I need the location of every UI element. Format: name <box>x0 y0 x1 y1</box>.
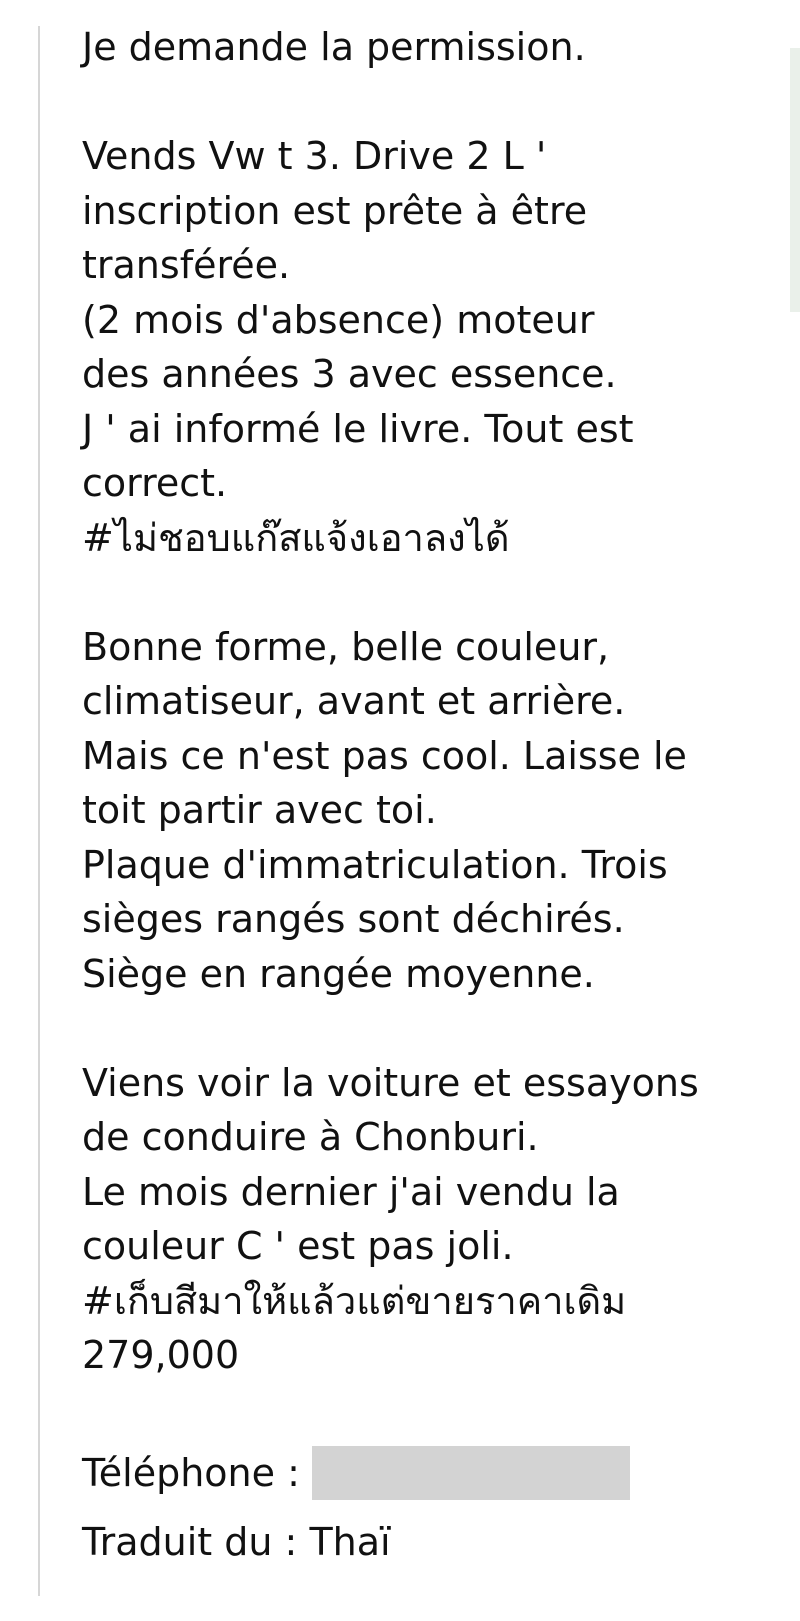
price: 279,000 <box>82 1333 240 1377</box>
post-body <box>82 20 772 1569</box>
post-line: Siège en rangée moyenne. <box>82 951 595 996</box>
post-line: Bonne forme, belle couleur, <box>82 624 610 669</box>
post-line: toit partir avec toi. <box>82 788 437 832</box>
post-line: Mais ce n'est pas cool. Laisse le <box>82 733 687 778</box>
hashtag-gas[interactable]: #ไม่ชอบแก๊สแจ้งเอาลงได้ <box>82 515 510 560</box>
phone-label: Téléphone : <box>82 1450 300 1495</box>
translated-from-label[interactable]: Traduit du : Thaï <box>82 1520 391 1564</box>
phone-row <box>82 1443 772 1503</box>
post-line: inscription est prête à être <box>82 188 588 233</box>
post-line: de conduire à Chonburi. <box>82 1115 539 1159</box>
post-line: (2 mois d'absence) moteur <box>82 297 595 342</box>
post-line: Plaque d'immatriculation. Trois <box>82 842 668 887</box>
paragraph-gap <box>82 565 772 620</box>
post-line: Viens voir la voiture et essayons <box>82 1060 699 1105</box>
paragraph-gap <box>82 75 772 130</box>
post-line: Je demande la permission. <box>82 25 586 69</box>
post-line: J ' ai informé le livre. Tout est <box>82 406 634 451</box>
post-line: couleur C ' est pas joli. <box>82 1224 514 1268</box>
thread-line <box>38 26 40 1596</box>
post-line: climatiseur, avant et arrière. <box>82 679 626 723</box>
paragraph-condition <box>82 620 772 1002</box>
post-line: des années 3 avec essence. <box>82 352 617 396</box>
post-line: Le mois dernier j'ai vendu la <box>82 1169 620 1214</box>
paragraph-visit <box>82 1056 772 1383</box>
paragraph-intro <box>82 20 772 75</box>
paragraph-vehicle-details <box>82 129 772 565</box>
scrollbar[interactable] <box>790 48 800 312</box>
phone-number-redacted <box>312 1446 630 1500</box>
paragraph-gap <box>82 1001 772 1056</box>
paragraph-gap <box>82 1383 772 1438</box>
post-line: transférée. <box>82 243 291 287</box>
post-line: Vends Vw t 3. Drive 2 L ' <box>82 134 547 178</box>
post-line: correct. <box>82 461 228 505</box>
post-line: sièges rangés sont déchirés. <box>82 897 625 941</box>
hashtag-price[interactable]: #เก็บสีมาให้แล้วแต่ขายราคาเดิม <box>82 1278 627 1323</box>
